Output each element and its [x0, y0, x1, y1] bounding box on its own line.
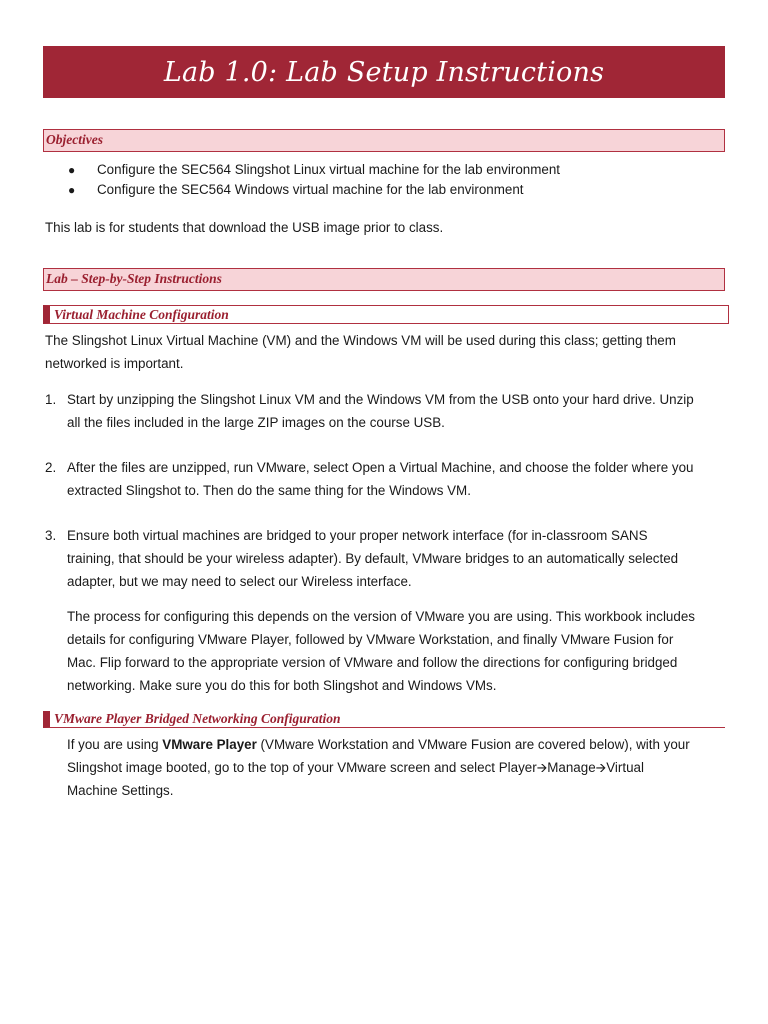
vmware-player-bold: VMware Player: [162, 737, 257, 752]
step-line: all the files included in the large ZIP images on the course USB.: [67, 415, 445, 430]
objectives-heading: Objectives: [46, 132, 103, 147]
paragraph-line: [67, 756, 690, 779]
arrow-right-icon: 🡪: [536, 760, 548, 775]
text-run: Virtual: [606, 760, 644, 775]
paragraph-line: details for configuring VMware Player, followed by VMware Workstation, and finally VMware Fusion for: [67, 632, 674, 647]
step-number: 2.: [45, 460, 57, 475]
step-line: After the files are unzipped, run VMware, select Open a Virtual Machine, and choose the folder where you: [67, 460, 694, 475]
paragraph-line: Machine Settings.: [67, 783, 174, 798]
player-heading-box: [43, 711, 725, 728]
step-1-text: [67, 388, 694, 434]
text-run: If you are using: [67, 737, 163, 752]
player-heading: VMware Player Bridged Networking Configuration: [54, 711, 341, 726]
step-2-text: [67, 456, 694, 502]
step-line: Start by unzipping the Slingshot Linux VM and the Windows VM from the USB onto your hard drive. Unzip: [67, 392, 694, 407]
step-line: training, that should be your wireless adapter). By default, VMware bridges to an automatically selected: [67, 551, 679, 566]
objectives-heading-box: [43, 129, 725, 152]
lab-title-banner: [43, 46, 725, 98]
bullet-icon: ●: [68, 183, 76, 197]
paragraph-line: The Slingshot Linux Virtual Machine (VM) and the Windows VM will be used during this class; getting them: [45, 333, 676, 348]
process-paragraph: [67, 605, 695, 697]
step-line: extracted Slingshot to. Then do the same thing for the Windows VM.: [67, 483, 471, 498]
paragraph-line: networked is important.: [45, 356, 184, 371]
step-3-text: [67, 524, 678, 593]
lab-heading-box: [43, 268, 725, 291]
paragraph-line: Mac. Flip forward to the appropriate version of VMware and follow the directions for configuring bridged: [67, 655, 678, 670]
paragraph-line: The process for configuring this depends on the version of VMware you are using. This workbook includes: [67, 609, 695, 624]
lab-title: Lab 1.0: Lab Setup Instructions: [163, 56, 605, 88]
paragraph-line: [67, 733, 690, 756]
paragraph-line: networking. Make sure you do this for both Slingshot and Windows VMs.: [67, 678, 497, 693]
vm-config-heading-box: [43, 305, 729, 324]
player-paragraph: [67, 733, 690, 802]
lab-heading: Lab – Step-by-Step Instructions: [46, 271, 222, 286]
step-line: adapter, but we may need to select our Wireless interface.: [67, 574, 412, 589]
arrow-right-icon: 🡪: [595, 760, 607, 775]
intro-text: This lab is for students that download the USB image prior to class.: [45, 220, 444, 235]
step-number: 3.: [45, 528, 57, 543]
text-run: (VMware Workstation and VMware Fusion are covered below), with your: [256, 737, 690, 752]
text-run: Slingshot image booted, go to the top of your VMware screen and select Player: [67, 760, 537, 775]
step-line: Ensure both virtual machines are bridged to your proper network interface (for in-classroom SANS: [67, 528, 648, 543]
bullet-icon: ●: [68, 163, 76, 177]
objective-item: Configure the SEC564 Windows virtual machine for the lab environment: [97, 182, 524, 197]
step-number: 1.: [45, 392, 57, 407]
objective-item: Configure the SEC564 Slingshot Linux virtual machine for the lab environment: [97, 162, 560, 177]
vm-config-heading: Virtual Machine Configuration: [54, 307, 229, 322]
text-run: Manage: [547, 760, 596, 775]
vm-config-paragraph: [45, 329, 676, 375]
